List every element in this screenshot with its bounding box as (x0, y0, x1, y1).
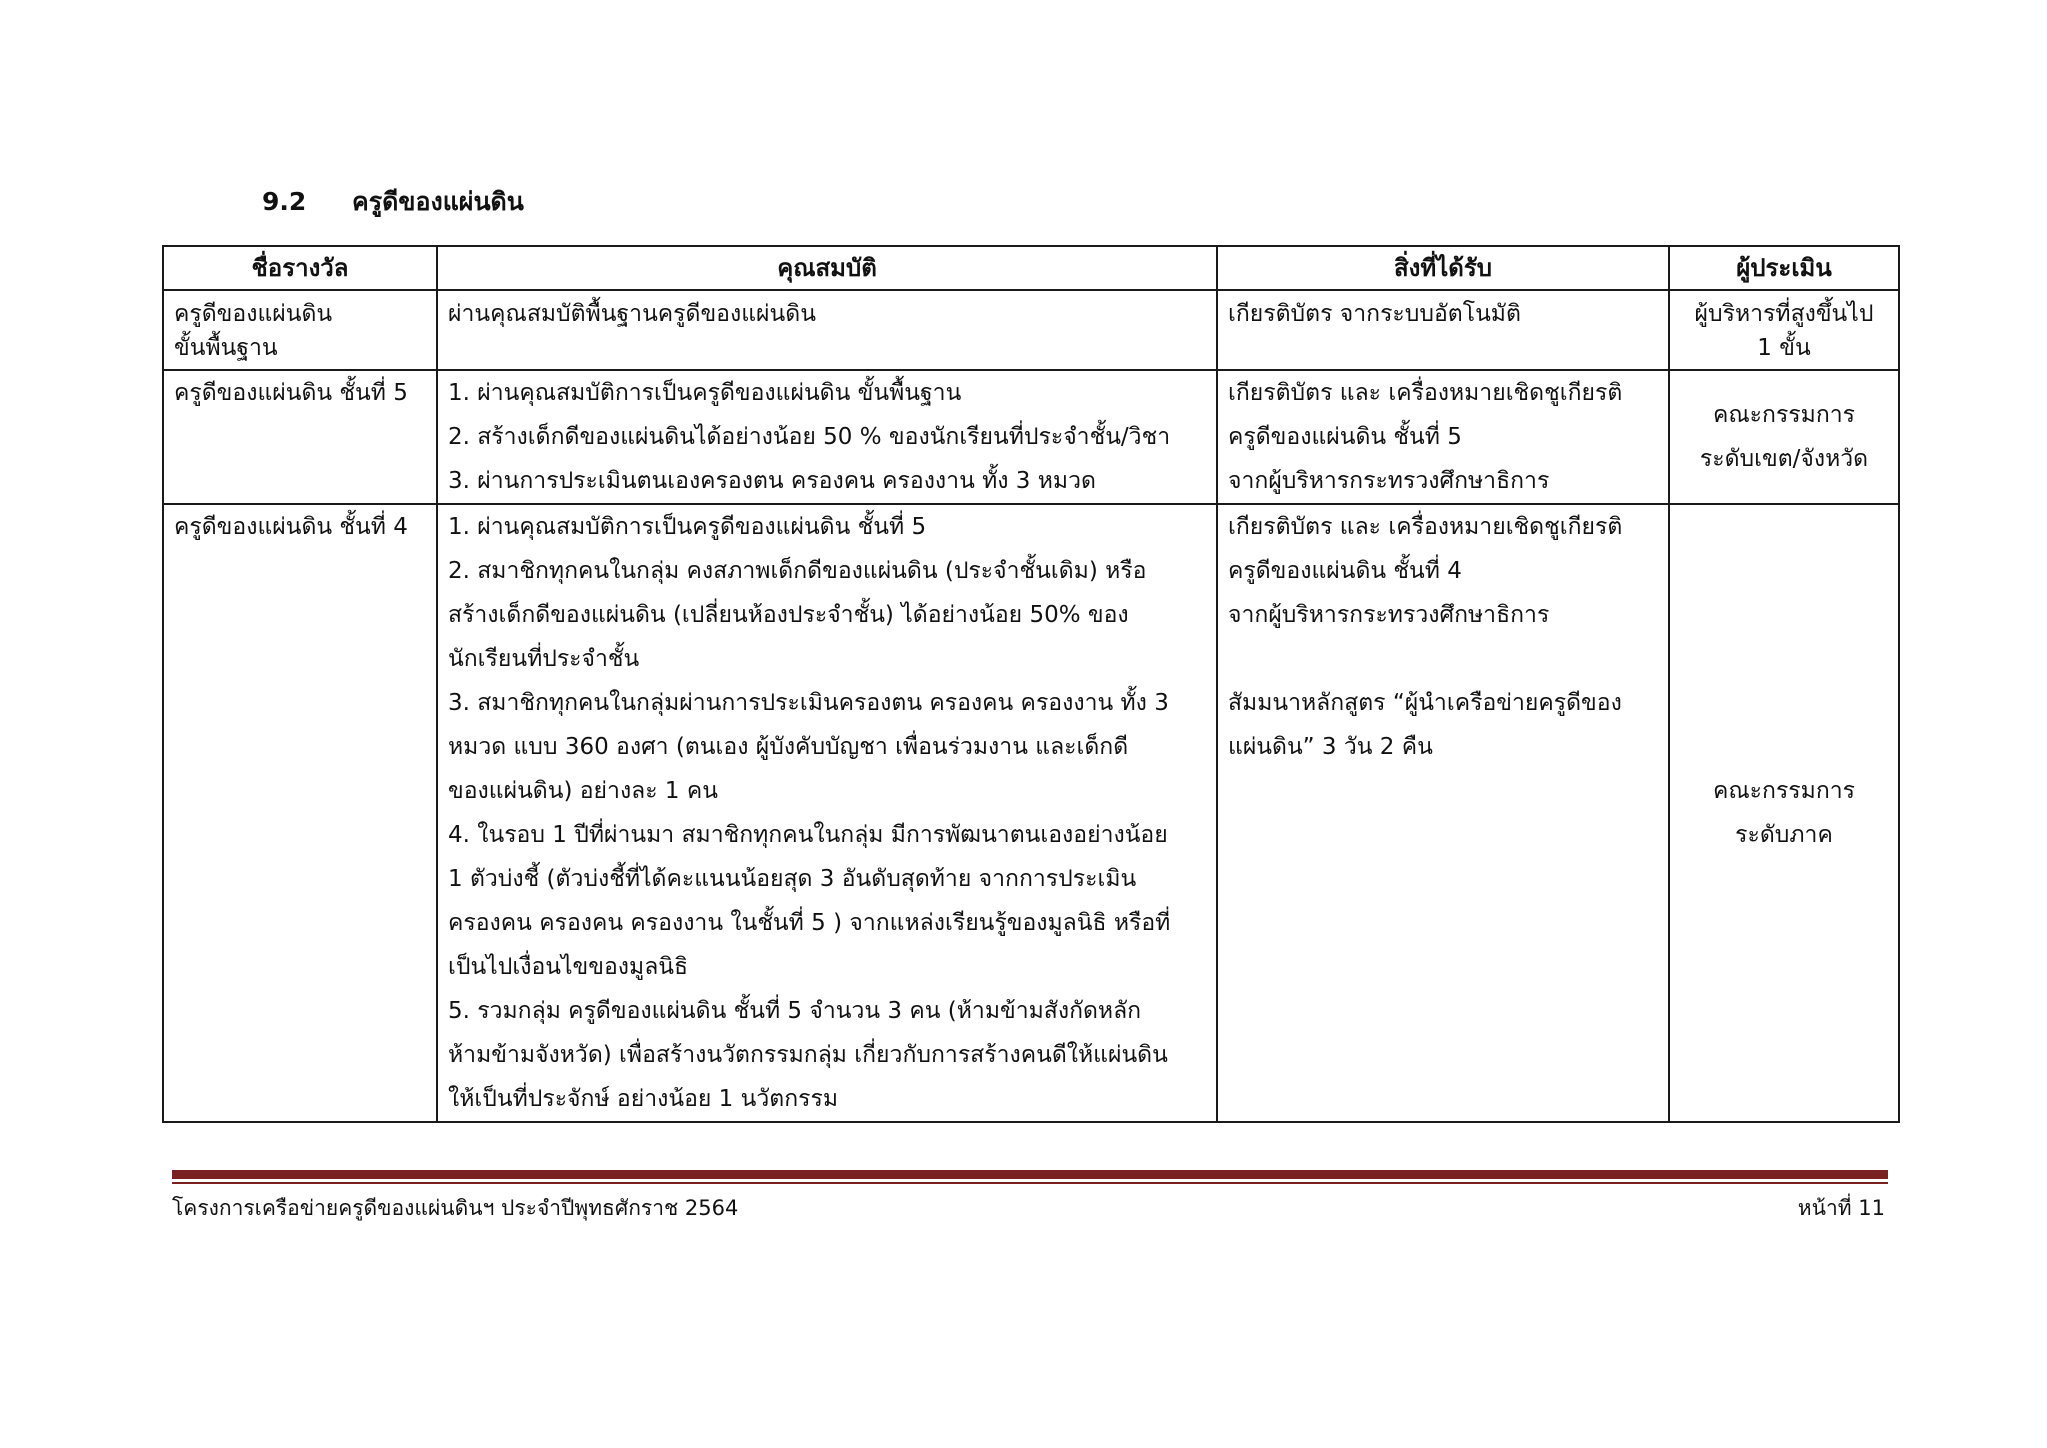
evaluator-line: 1 ขั้น (1757, 335, 1811, 361)
award-table (162, 245, 1900, 1123)
qualification-line: ห้ามข้ามจังหวัด) เพื่อสร้างนวัตกรรมกลุ่ม เกี่ยวกับการสร้างคนดีให้แผ่นดิน (448, 1042, 1168, 1068)
footer-project-title: โครงการเครือข่ายครูดีของแผ่นดินฯ ประจำปีพุทธศักราช 2564 (172, 1196, 739, 1220)
footer-divider-thin (172, 1182, 1888, 1184)
award-name-line: ขั้นพื้นฐาน (174, 335, 278, 361)
header-received: สิ่งที่ได้รับ (1217, 246, 1669, 290)
qualification-line: ครองคน ครองคน ครองงาน ในชั้นที่ 5 ) จากแหล่งเรียนรู้ของมูลนิธิ หรือที่ (448, 910, 1171, 936)
evaluator-line: คณะกรรมการ (1712, 402, 1856, 428)
qualification-line: 1 ตัวบ่งชี้ (ตัวบ่งชี้ที่ได้คะแนนน้อยสุด 3 อันดับสุดท้าย จากการประเมิน (448, 866, 1137, 892)
header-award-name: ชื่อรางวัล (163, 246, 437, 290)
award-name-line: ครูดีของแผ่นดิน (174, 301, 333, 327)
received-line: สัมมนาหลักสูตร “ผู้นำเครือข่ายครูดีของ (1228, 690, 1622, 716)
qualification-line: นักเรียนที่ประจำชั้น (448, 646, 640, 672)
received-cell (1217, 370, 1669, 504)
received-cell (1217, 504, 1669, 1122)
table-row (163, 290, 1899, 370)
qualification-line: ผ่านคุณสมบัติพื้นฐานครูดีของแผ่นดิน (448, 301, 816, 327)
received-line: จากผู้บริหารกระทรวงศึกษาธิการ (1228, 602, 1550, 628)
qualification-line: 3. สมาชิกทุกคนในกลุ่มผ่านการประเมินครองตน ครองคน ครองงาน ทั้ง 3 (448, 690, 1169, 716)
evaluator-line: ระดับภาค (1735, 822, 1833, 848)
award-name-cell (163, 504, 437, 1122)
award-name-line: ครูดีของแผ่นดิน ชั้นที่ 4 (174, 514, 408, 540)
award-name-cell (163, 370, 437, 504)
qualification-line: ให้เป็นที่ประจักษ์ อย่างน้อย 1 นวัตกรรม (448, 1086, 838, 1112)
qualifications-cell (437, 504, 1217, 1122)
received-spacer (1228, 637, 1658, 681)
footer-page-number: หน้าที่ 11 (1797, 1196, 1885, 1220)
qualifications-cell (437, 290, 1217, 370)
evaluator-cell (1669, 290, 1899, 370)
qualification-line: สร้างเด็กดีของแผ่นดิน (เปลี่ยนห้องประจำชั้น) ได้อย่างน้อย 50% ของ (448, 602, 1129, 628)
qualification-line: 2. สร้างเด็กดีของแผ่นดินได้อย่างน้อย 50 % ของนักเรียนที่ประจำชั้น/วิชา (448, 424, 1171, 450)
received-line: ครูดีของแผ่นดิน ชั้นที่ 5 (1228, 424, 1462, 450)
section-title: ครูดีของแผ่นดิน (352, 187, 524, 216)
evaluator-line: ระดับเขต/จังหวัด (1699, 446, 1869, 472)
qualification-line: หมวด แบบ 360 องศา (ตนเอง ผู้บังคับบัญชา เพื่อนร่วมงาน และเด็กดี (448, 734, 1129, 760)
table-row (163, 370, 1899, 504)
received-cell (1217, 290, 1669, 370)
section-number: 9.2 (262, 187, 307, 216)
table-row (163, 504, 1899, 1122)
header-evaluator: ผู้ประเมิน (1669, 246, 1899, 290)
qualification-line: 4. ในรอบ 1 ปีที่ผ่านมา สมาชิกทุกคนในกลุ่ม มีการพัฒนาตนเองอย่างน้อย (448, 822, 1168, 848)
evaluator-cell (1669, 504, 1899, 1122)
received-line: เกียรติบัตร และ เครื่องหมายเชิดชูเกียรติ (1228, 380, 1623, 406)
qualification-line: 1. ผ่านคุณสมบัติการเป็นครูดีของแผ่นดิน ขั้นพื้นฐาน (448, 380, 962, 406)
award-name-cell (163, 290, 437, 370)
qualification-line: 1. ผ่านคุณสมบัติการเป็นครูดีของแผ่นดิน ชั้นที่ 5 (448, 514, 927, 540)
evaluator-line: คณะกรรมการ (1712, 778, 1856, 804)
received-line: ครูดีของแผ่นดิน ชั้นที่ 4 (1228, 558, 1462, 584)
award-name-line: ครูดีของแผ่นดิน ชั้นที่ 5 (174, 380, 408, 406)
qualification-line: 5. รวมกลุ่ม ครูดีของแผ่นดิน ชั้นที่ 5 จำนวน 3 คน (ห้ามข้ามสังกัดหลัก (448, 998, 1142, 1024)
section-heading (262, 182, 524, 222)
received-line: เกียรติบัตร และ เครื่องหมายเชิดชูเกียรติ (1228, 514, 1623, 540)
header-qualifications: คุณสมบัติ (437, 246, 1217, 290)
qualifications-cell (437, 370, 1217, 504)
qualification-line: 3. ผ่านการประเมินตนเองครองตน ครองคน ครองงาน ทั้ง 3 หมวด (448, 468, 1096, 494)
qualification-line: ของแผ่นดิน) อย่างละ 1 คน (448, 778, 718, 804)
qualification-line: เป็นไปเงื่อนไขของมูลนิธิ (448, 954, 689, 980)
received-line: แผ่นดิน” 3 วัน 2 คืน (1228, 734, 1433, 760)
evaluator-line: ผู้บริหารที่สูงขึ้นไป (1694, 301, 1874, 327)
table-header-row (163, 246, 1899, 290)
received-line: จากผู้บริหารกระทรวงศึกษาธิการ (1228, 468, 1550, 494)
footer-divider (172, 1170, 1888, 1179)
received-line: เกียรติบัตร จากระบบอัตโนมัติ (1228, 301, 1521, 327)
evaluator-cell (1669, 370, 1899, 504)
qualification-line: 2. สมาชิกทุกคนในกลุ่ม คงสภาพเด็กดีของแผ่นดิน (ประจำชั้นเดิม) หรือ (448, 558, 1147, 584)
